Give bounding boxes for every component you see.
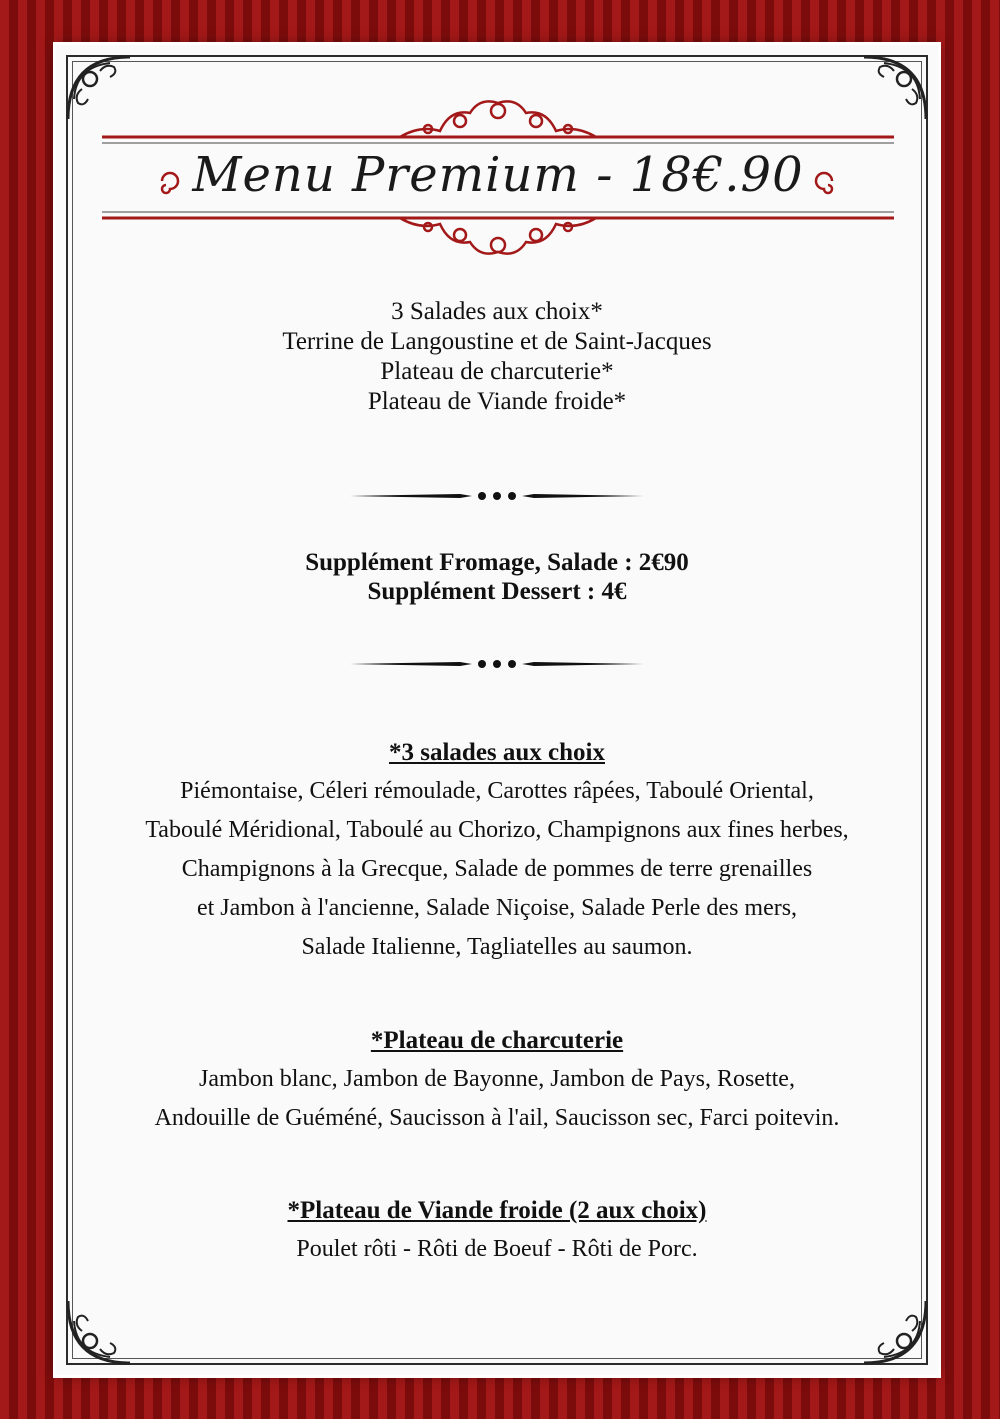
- supplements: [56, 548, 938, 606]
- corner-ornament-icon: [854, 1291, 934, 1371]
- charcuterie-section: [56, 1021, 938, 1138]
- menu-title: Menu Premium - 18€.90: [192, 147, 804, 203]
- menu-card: [56, 45, 938, 1375]
- section-heading: *Plateau de Viande froide (2 aux choix): [287, 1197, 707, 1224]
- supplement-item: Supplément Fromage, Salade : 2€90: [305, 549, 689, 576]
- starter-item: Terrine de Langoustine et de Saint-Jacques: [282, 328, 712, 355]
- section-heading: *3 salades aux choix: [388, 739, 605, 766]
- divider-ornament-icon: [350, 658, 644, 670]
- section-line: Andouille de Guéméné, Saucisson à l'ail, Saucisson sec, Farci poitevin.: [154, 1105, 840, 1131]
- section-line: Poulet rôti - Rôti de Boeuf - Rôti de Porc.: [296, 1236, 698, 1262]
- supplement-item: Supplément Dessert : 4€: [367, 578, 627, 605]
- starter-item: Plateau de Viande froide*: [367, 388, 627, 415]
- starters-list: [56, 297, 938, 417]
- starter-item: Plateau de charcuterie*: [380, 358, 614, 385]
- section-line: Champignons à la Grecque, Salade de pommes de terre grenailles: [181, 856, 813, 882]
- section-heading: *Plateau de charcuterie: [370, 1027, 624, 1054]
- divider-ornament-icon: [350, 490, 644, 502]
- corner-ornament-icon: [60, 1291, 140, 1371]
- section-line: et Jambon à l'ancienne, Salade Niçoise, Salade Perle des mers,: [196, 895, 798, 921]
- menu-header: [100, 95, 896, 305]
- section-line: Piémontaise, Céleri rémoulade, Carottes râpées, Taboulé Oriental,: [180, 778, 814, 804]
- starter-item: 3 Salades aux choix*: [391, 298, 603, 325]
- section-line: Jambon blanc, Jambon de Bayonne, Jambon de Pays, Rosette,: [199, 1066, 795, 1092]
- section-line: Salade Italienne, Tagliatelles au saumon.: [301, 934, 693, 960]
- viande-section: [56, 1191, 938, 1269]
- salades-section: [56, 733, 938, 967]
- section-line: Taboulé Méridional, Taboulé au Chorizo, Champignons aux fines herbes,: [145, 817, 849, 843]
